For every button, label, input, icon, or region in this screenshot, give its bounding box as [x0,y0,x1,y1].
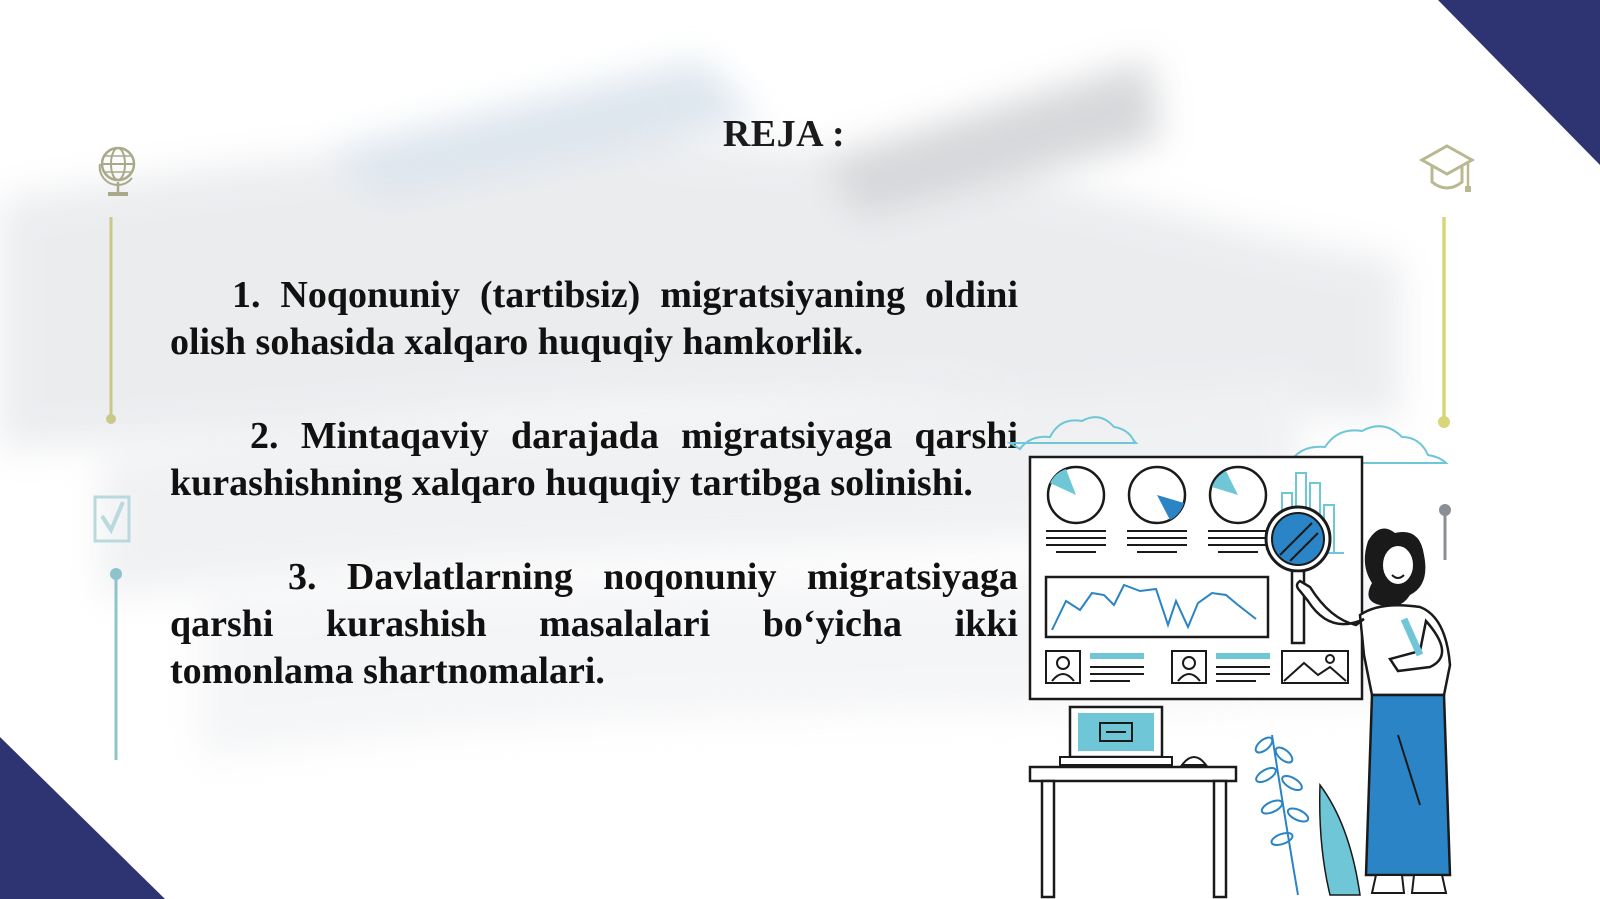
plan-item-2: 2. Mintaqaviy darajada migratsiyaga qarshi kurashishning xalqaro huquqiy tartibga solinishi. [170,415,1018,504]
left-teal-line [109,566,123,762]
plan-item-1: 1. Noqonuniy (tartibsiz) migratsiyaning oldini olish sohasida xalqaro huquqiy hamkorlik. [170,274,1018,363]
slide-title: REJA : [722,113,846,155]
bottom-left-corner [0,737,165,899]
plan-list [170,272,1018,742]
left-gold-line [105,215,117,425]
checkbox-icon [92,494,134,544]
dashboard-illustration [1000,405,1540,899]
right-gold-line [1437,215,1451,429]
plan-item-3: 3. Davlatlarning noqonuniy migratsiyaga qarshi kurashish masalalari bo‘yicha ikki tomonlama shartnomalari. [170,556,1018,692]
